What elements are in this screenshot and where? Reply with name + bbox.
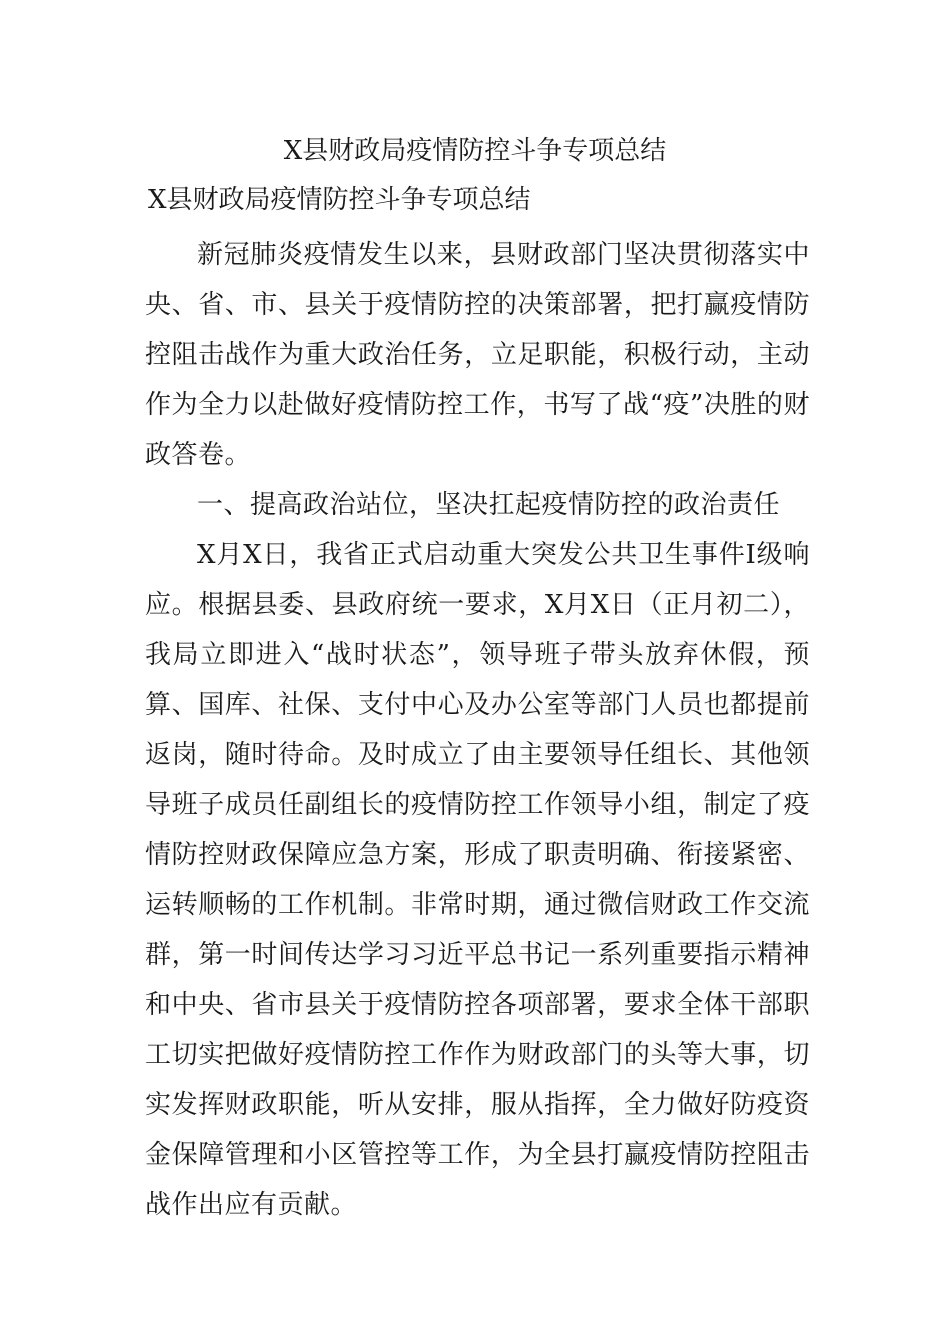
intro-paragraph: 新冠肺炎疫情发生以来，县财政部门坚决贯彻落实中央、省、市、县关于疫情防控的决策部署，把打赢疫情防控阻击战作为重大政治任务，立足职能，积极行动，主动作为全力以赴做好疫情防控工作，书写了战“疫”决胜的财政答卷。 xyxy=(145,240,810,470)
section-heading: 一、提高政治站位，坚决扛起疫情防控的政治责任 xyxy=(197,490,781,520)
document-body xyxy=(145,230,810,1230)
section-paragraph: X月X日，我省正式启动重大突发公共卫生事件Ⅰ级响应。根据县委、县政府统一要求，X月X日（正月初二），我局立即进入“战时状态”，领导班子带头放弃休假，预算、国库、社保、支付中心及办公室等部门人员也都提前返岗，随时待命。及时成立了由主要领导任组长、其他领导班子成员任副组长的疫情防控工作领导小组，制定了疫情防控财政保障应急方案，形成了职责明确、衔接紧密、运转顺畅的工作机制。非常时期，通过微信财政工作交流群，第一时间传达学习习近平总书记一系列重要指示精神和中央、省市县关于疫情防控各项部署，要求全体干部职工切实把做好疫情防控工作作为财政部门的头等大事，切实发挥财政职能，听从安排，服从指挥，全力做好防疫资金保障管理和小区管控等工作，为全县打赢疫情防控阻击战作出应有贡献。 xyxy=(145,540,810,1220)
document-title: X县财政局疫情防控斗争专项总结 xyxy=(283,136,667,166)
document-subtitle: X县财政局疫情防控斗争专项总结 xyxy=(148,185,531,215)
